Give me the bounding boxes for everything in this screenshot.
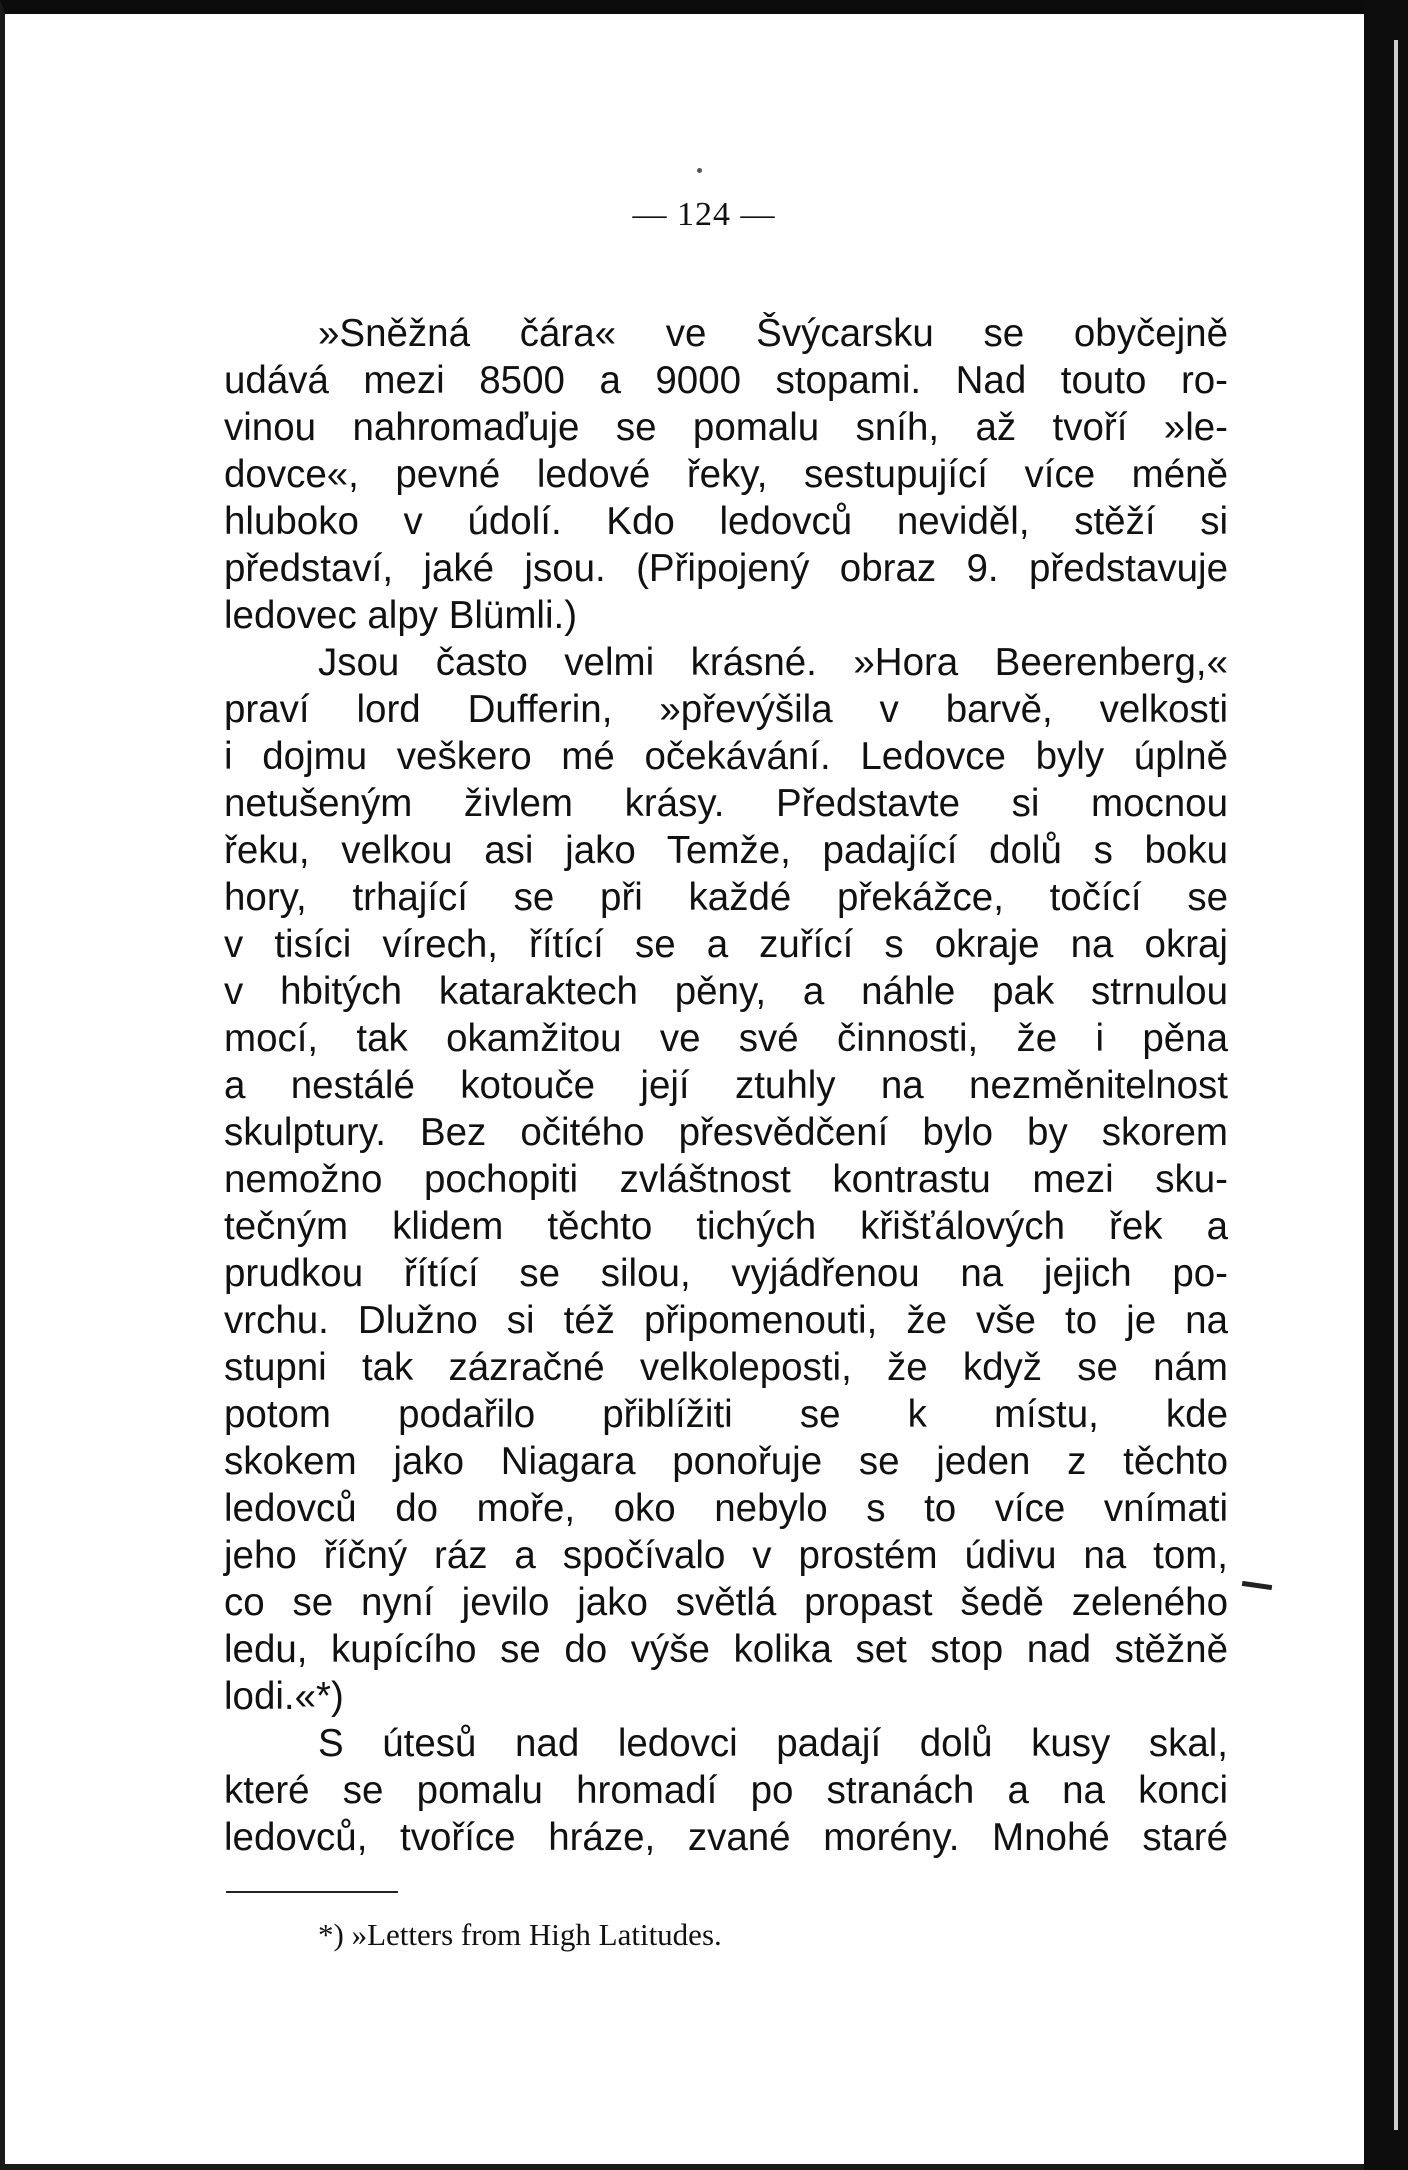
text-line: vrchu. Dlužno si též připomenouti, že vše to je na xyxy=(224,1299,1228,1342)
text-line: mocí, tak okamžitou ve své činnosti, že i pěna xyxy=(224,1017,1228,1060)
text-line: dovce«, pevné ledové řeky, sestupující více méně xyxy=(224,453,1228,496)
text-line: nemožno pochopiti zvláštnost kontrastu mezi sku- xyxy=(224,1158,1228,1201)
text-line: i dojmu veškero mé očekávání. Ledovce byly úplně xyxy=(224,735,1228,778)
text-line: které se pomalu hromadí po stranách a na konci xyxy=(224,1769,1228,1812)
page-edge-highlight xyxy=(1394,40,1398,2130)
text-line: ledovců do moře, oko nebylo s to více vnímati xyxy=(224,1487,1228,1530)
text-line: skokem jako Niagara ponořuje se jeden z těchto xyxy=(224,1440,1228,1483)
text-line: ledovců, tvoříce hráze, zvané morény. Mnohé staré xyxy=(224,1816,1228,1859)
text-line: lodi.«*) xyxy=(224,1675,344,1718)
text-line: »Sněžná čára« ve Švýcarsku se obyčejně xyxy=(318,312,1228,355)
text-line: hory, trhající se při každé překážce, točící se xyxy=(224,876,1228,919)
text-line: ledu, kupícího se do výše kolika set stop nad stěžně xyxy=(224,1628,1228,1671)
text-line: a nestálé kotouče její ztuhly na nezměnitelnost xyxy=(224,1064,1228,1107)
footnote: *) »Letters from High Latitudes. xyxy=(318,1917,722,1952)
text-line: S útesů nad ledovci padají dolů kusy skal, xyxy=(318,1722,1228,1765)
text-line: udává mezi 8500 a 9000 stopami. Nad touto ro- xyxy=(224,359,1228,402)
page-number: — 124 — xyxy=(632,196,776,233)
text-line: netušeným živlem krásy. Představte si mocnou xyxy=(224,782,1228,825)
page-edge-strip xyxy=(1364,0,1408,2170)
footnote-rule xyxy=(226,1891,398,1893)
text-line: v tisíci vírech, řítící se a zuřící s okraje na okraj xyxy=(224,923,1228,966)
text-line: stupni tak zázračné velkoleposti, že když se nám xyxy=(224,1346,1228,1389)
text-line: Jsou často velmi krásné. »Hora Beerenberg,« xyxy=(318,641,1228,684)
text-line: co se nyní jevilo jako světlá propast šedě zeleného xyxy=(224,1581,1228,1624)
print-speck xyxy=(697,168,702,173)
text-line: potom podařilo přiblížiti se k místu, kde xyxy=(224,1393,1228,1436)
body-text xyxy=(224,310,1228,1861)
text-line: tečným klidem těchto tichých křišťálových řek a xyxy=(224,1205,1228,1248)
text-line: v hbitých kataraktech pěny, a náhle pak strnulou xyxy=(224,970,1228,1013)
text-line: jeho říčný ráz a spočívalo v prostém údivu na tom, xyxy=(224,1534,1228,1577)
text-line: skulptury. Bez očitého přesvědčení bylo by skorem xyxy=(224,1111,1228,1154)
text-line: vinou nahromaďuje se pomalu sníh, až tvoří »le- xyxy=(224,406,1228,449)
text-line: prudkou řítící se silou, vyjádřenou na jejich po- xyxy=(224,1252,1228,1295)
text-line: praví lord Dufferin, »převýšila v barvě, velkosti xyxy=(224,688,1228,731)
text-line: představí, jaké jsou. (Připojený obraz 9. představuje xyxy=(224,547,1228,590)
text-line: ledovec alpy Blümli.) xyxy=(224,594,578,637)
text-line: hluboko v údolí. Kdo ledovců neviděl, stěží si xyxy=(224,500,1228,543)
text-line: řeku, velkou asi jako Temže, padající dolů s boku xyxy=(224,829,1228,872)
